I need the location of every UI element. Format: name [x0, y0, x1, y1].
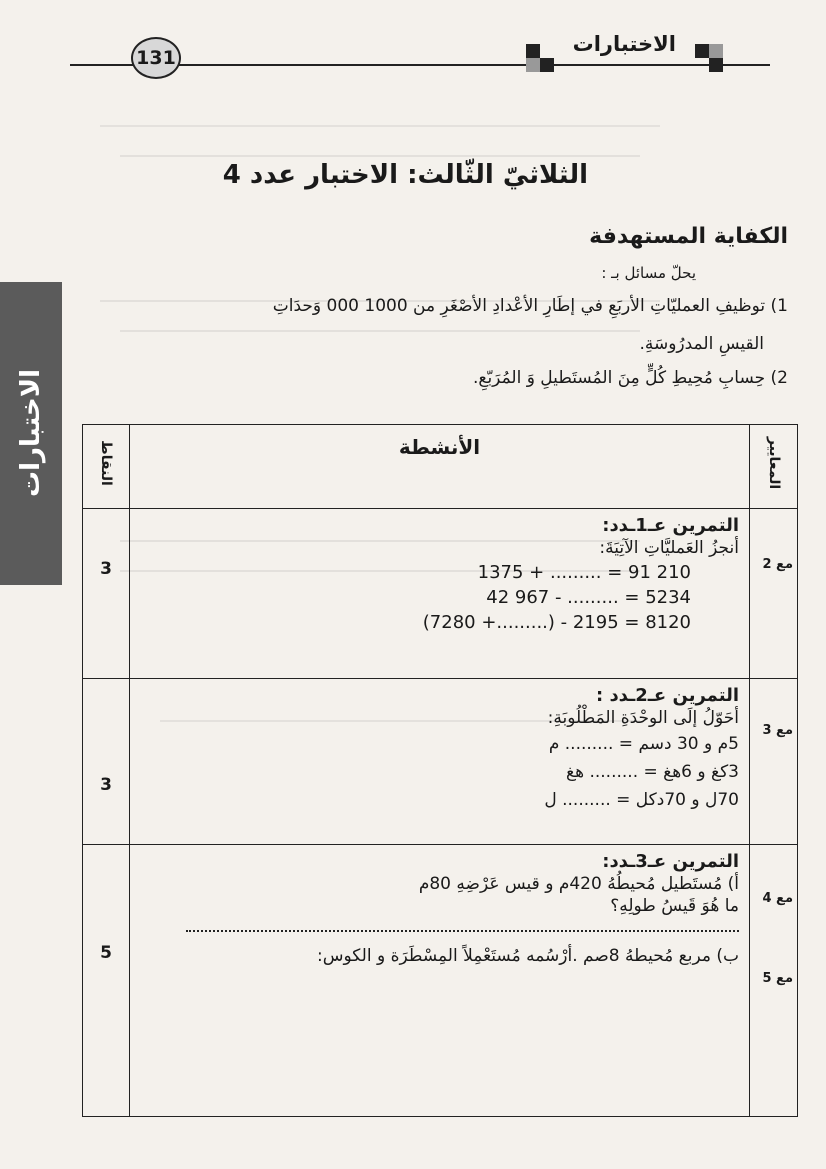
exercise-1-instruction: أنجزُ العَمليَّاتِ الآتِيَةَ: [599, 538, 739, 558]
criterion-label: مع 5 [762, 971, 793, 986]
header-decoration-square [540, 58, 554, 72]
objective-1-continued: القيسِ المدرُوسَةِ. [639, 334, 764, 354]
answer-dotted-line [186, 926, 739, 932]
header-decoration-square [526, 44, 540, 58]
page-title: الثلاثيّ الثّالث: الاختبار عدد 4 [222, 160, 588, 190]
side-tab [0, 282, 62, 585]
header-decoration-square [526, 58, 540, 72]
objective-1: 1) توظيفِ العمليّاتِ الأربَعِ في إطَارِ الأعْدادِ الأصْغَرِ من 1000 000 وَحدَاتِ [272, 296, 788, 316]
operation-line: (7280 +.........) - 2195 = 8120 [422, 612, 691, 633]
points-value: 3 [100, 775, 112, 795]
operation-line: 42 967 - ......... = 5234 [486, 587, 691, 608]
objective-2: 2) حِسابِ مُحِيطِ كُلٍّ مِنَ المُستَطيلِ وَ المُرَبّعِ. [473, 368, 788, 388]
points-cell [83, 679, 130, 845]
header-title: الاختبارات [572, 32, 676, 56]
exercise-3-question: ما هُوَ قَيسُ طولِهِ؟ [610, 896, 739, 916]
exercise-2-title: التمرين عـ2ـدد : [595, 685, 739, 706]
exam-table [82, 424, 798, 1117]
criteria-cell [750, 845, 798, 1117]
side-tab-label: الاختبارات [16, 368, 46, 498]
criterion-label: مع 4 [762, 891, 793, 906]
header-decoration-square [709, 58, 723, 72]
points-value: 5 [100, 943, 112, 963]
criterion-label: مع 3 [762, 723, 793, 738]
exercise-1-title: التمرين عـ1ـدد: [602, 515, 739, 536]
page-number: 131 [131, 37, 181, 79]
exercise-3-cell [130, 845, 750, 1117]
table-header-row [83, 425, 798, 509]
activities-header: الأنشطة [130, 425, 750, 509]
criterion-label: مع 2 [762, 557, 793, 572]
conversion-line: 3كغ و 6هغ = ......... هغ [566, 762, 739, 782]
competence-title: الكفاية المستهدفة [589, 224, 788, 249]
table-row-exercise-2 [83, 679, 798, 845]
points-value: 3 [100, 559, 112, 579]
points-cell [83, 509, 130, 679]
points-cell [83, 845, 130, 1117]
competence-intro: يحلّ مسائل بـ : [601, 264, 696, 282]
exercise-3-title: التمرين عـ3ـدد: [602, 851, 739, 872]
table-row-exercise-3 [83, 845, 798, 1117]
header-decoration-square [709, 44, 723, 58]
exercise-2-cell [130, 679, 750, 845]
conversion-line: 70ل و 70دكل = ......... ل [544, 790, 739, 810]
exercise-1-cell [130, 509, 750, 679]
table-row-exercise-1 [83, 509, 798, 679]
points-header: النقاط [83, 425, 130, 509]
criteria-cell [750, 509, 798, 679]
header-decoration-square [695, 44, 709, 58]
criteria-header: المعايير [750, 425, 798, 509]
exercise-3-part-b: ب) مربع مُحيطهُ 8صم .أرْسُمه مُستَعْمِلاً المِسْطَرَة و الكوس: [317, 946, 739, 966]
criteria-cell [750, 679, 798, 845]
exercise-2-instruction: أحَوّلُ إلَى الوحْدَةِ المَطْلُوبَةِ: [547, 708, 739, 728]
conversion-line: 5م و 30 دسم = ......... م [548, 734, 739, 754]
exercise-3-part-a: أ) مُستَطيل مُحيطُهُ 420م و قيس عَرْضِهِ 80م [418, 874, 739, 894]
operation-line: 1375 + ......... = 91 210 [477, 562, 691, 583]
